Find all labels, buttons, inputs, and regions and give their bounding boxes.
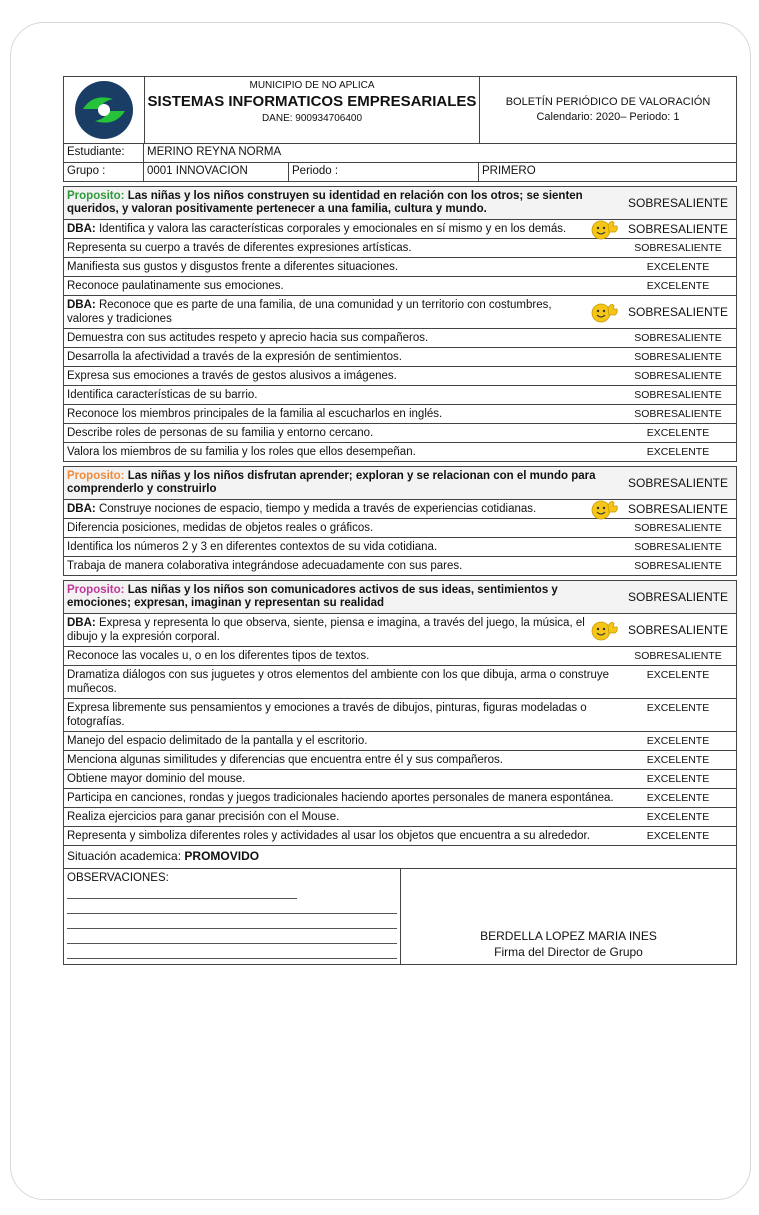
indicator-grade: SOBRESALIENTE: [634, 541, 722, 553]
indicator-grade: SOBRESALIENTE: [634, 351, 722, 363]
dba-text: Expresa y representa lo que observa, siente, piensa e imagina, a través del juego, la música, el dibujo y la expresión corporal.: [67, 617, 585, 643]
observation-line: [67, 914, 397, 929]
indicator-row: [64, 732, 736, 751]
student-row: [63, 144, 737, 163]
student-name: MERINO REYNA NORMA: [147, 146, 282, 158]
indicator-row: [64, 770, 736, 789]
indicator-row: [64, 808, 736, 827]
indicator-row: [64, 367, 736, 386]
indicator-row: [64, 405, 736, 424]
indicator-row: [64, 751, 736, 770]
observation-line: [67, 899, 397, 914]
indicator-grade: EXCELENTE: [646, 830, 710, 842]
indicator-grade: EXCELENTE: [646, 792, 710, 804]
thumbs-up-smiley-icon: [590, 497, 618, 521]
school-logo: [64, 77, 145, 143]
dba-text: Reconoce que es parte de una familia, de una comunidad y un territorio con costumbres, valores y tradiciones: [67, 299, 552, 325]
indicator-grade: SOBRESALIENTE: [634, 560, 722, 572]
purpose-row: [64, 581, 736, 614]
indicator-grade: EXCELENTE: [646, 280, 710, 292]
indicator-text: Reconoce paulatinamente sus emociones.: [67, 280, 284, 292]
indicator-text: Representa y simboliza diferentes roles y actividades al usar los objetos que encuentra a su alrededor.: [67, 830, 590, 842]
indicator-text: Dramatiza diálogos con sus juguetes y otros elementos del ambiente con los que dibuja, arma o construye muñecos.: [67, 669, 610, 695]
observation-line: [67, 944, 397, 959]
thumbs-up-smiley-icon: [590, 217, 618, 241]
indicator-grade: EXCELENTE: [646, 735, 710, 747]
indicator-text: Valora los miembros de su familia y los roles que ellos desempeñan.: [67, 446, 416, 458]
institution-block: [145, 77, 480, 143]
purpose-text: Las niñas y los niños disfrutan aprender; exploran y se relacionan con el mundo para comprenderlo y construirlo: [67, 470, 596, 495]
indicator-row: [64, 789, 736, 808]
indicator-row: [64, 277, 736, 296]
purpose-text-cell: [64, 187, 620, 219]
indicator-row: [64, 519, 736, 538]
indicator-text: Desarrolla la afectividad a través de la expresión de sentimientos.: [67, 351, 402, 363]
dba-text-cell: [64, 614, 620, 646]
institution-name: SISTEMAS INFORMATICOS EMPRESARIALES: [147, 93, 477, 110]
purpose-text: Las niñas y los niños construyen su identidad en relación con los otros; se sienten queridos, y valoran positivamente pertenecer a una familia, cultura y mundo.: [67, 190, 583, 215]
academic-situation: [64, 846, 736, 868]
purpose-row: [64, 187, 736, 220]
situation-wrap: [63, 846, 737, 869]
indicator-row: [64, 647, 736, 666]
indicator-row: [64, 258, 736, 277]
dba-text: Identifica y valora las características corporales y emocionales en sí mismo y en los demás.: [98, 223, 567, 235]
dba-row: [64, 296, 736, 329]
dba-label: DBA:: [67, 223, 96, 235]
dba-row: [64, 500, 736, 519]
observations-label: OBSERVACIONES:: [67, 872, 169, 884]
indicator-text: Identifica características de su barrio.: [67, 389, 258, 401]
observations-box: [64, 869, 401, 964]
indicator-grade: EXCELENTE: [646, 754, 710, 766]
dba-label: DBA:: [67, 503, 96, 515]
indicator-text: Reconoce los miembros principales de la familia al escucharlos en inglés.: [67, 408, 443, 420]
student-label: Estudiante:: [64, 144, 144, 162]
bulletin-title: BOLETÍN PERIÓDICO DE VALORACIÓN: [505, 96, 711, 108]
dba-text-cell: [64, 220, 620, 238]
indicator-row: [64, 443, 736, 461]
indicator-grade: EXCELENTE: [646, 669, 710, 681]
director-name: BERDELLA LOPEZ MARIA INES: [480, 929, 657, 943]
director-role: Firma del Director de Grupo: [494, 945, 643, 959]
indicator-row: [64, 386, 736, 405]
dba-grade: SOBRESALIENTE: [627, 222, 729, 236]
purpose-section: [63, 466, 737, 576]
thumbs-up-smiley-icon: [590, 300, 618, 324]
indicator-text: Trabaja de manera colaborativa integrándose adecuadamente con sus pares.: [67, 560, 463, 572]
footer: [63, 869, 737, 965]
thumbs-up-smiley-icon: [590, 618, 618, 642]
dba-label: DBA:: [67, 299, 96, 311]
group-row: [63, 163, 737, 182]
indicator-text: Diferencia posiciones, medidas de objetos reales o gráficos.: [67, 522, 374, 534]
period-value: PRIMERO: [482, 165, 536, 177]
period-label: Periodo :: [289, 163, 479, 181]
indicator-grade: EXCELENTE: [646, 261, 710, 273]
indicator-text: Obtiene mayor dominio del mouse.: [67, 773, 246, 785]
indicator-text: Demuestra con sus actitudes respeto y aprecio hacia sus compañeros.: [67, 332, 429, 344]
report-card: [63, 76, 737, 965]
indicator-row: [64, 666, 736, 699]
purpose-grade: SOBRESALIENTE: [627, 196, 729, 210]
observation-line: [67, 929, 397, 944]
indicator-text: Representa su cuerpo a través de diferentes expresiones artísticas.: [67, 242, 412, 254]
indicator-grade: SOBRESALIENTE: [634, 332, 722, 344]
purpose-grade: SOBRESALIENTE: [627, 476, 729, 490]
situation-label: Situación academica:: [67, 849, 182, 863]
indicator-grade: SOBRESALIENTE: [634, 242, 722, 254]
indicator-grade: SOBRESALIENTE: [634, 408, 722, 420]
indicator-row: [64, 699, 736, 732]
indicator-row: [64, 329, 736, 348]
purpose-row: [64, 467, 736, 500]
indicator-text: Participa en canciones, rondas y juegos tradicionales haciendo aportes personales de manera espontánea.: [67, 792, 614, 804]
indicator-row: [64, 557, 736, 575]
indicator-row: [64, 239, 736, 258]
dba-grade: SOBRESALIENTE: [627, 305, 729, 319]
indicator-grade: EXCELENTE: [646, 811, 710, 823]
indicator-text: Identifica los números 2 y 3 en diferentes contextos de su vida cotidiana.: [67, 541, 438, 553]
indicator-text: Reconoce las vocales u, o en los diferentes tipos de textos.: [67, 650, 370, 662]
indicator-text: Expresa sus emociones a través de gestos alusivos a imágenes.: [67, 370, 397, 382]
indicator-text: Manifiesta sus gustos y disgustos frente a diferentes situaciones.: [67, 261, 399, 273]
dba-text-cell: [64, 500, 620, 518]
logo-icon: [73, 79, 135, 141]
assessment-sections: [63, 186, 737, 846]
dba-grade: SOBRESALIENTE: [627, 623, 729, 637]
group-value: 0001 INNOVACION: [144, 163, 289, 181]
purpose-grade: SOBRESALIENTE: [627, 590, 729, 604]
dane-code: DANE: 900934706400: [261, 113, 363, 124]
indicator-row: [64, 538, 736, 557]
purpose-label: Proposito:: [67, 584, 125, 596]
indicator-text: Expresa libremente sus pensamientos y emociones a través de dibujos, pinturas, figuras modeladas o fotografías.: [67, 702, 587, 728]
dba-text-cell: [64, 296, 620, 328]
indicator-text: Manejo del espacio delimitado de la pantalla y el escritorio.: [67, 735, 368, 747]
indicator-grade: SOBRESALIENTE: [634, 389, 722, 401]
report-header: [63, 76, 737, 144]
indicator-row: [64, 348, 736, 367]
purpose-text: Las niñas y los niños son comunicadores activos de sus ideas, sentimientos y emociones; expresan, imaginan y representan su realidad: [67, 584, 558, 609]
calendar-period: Calendario: 2020– Periodo: 1: [536, 111, 680, 123]
dba-row: [64, 220, 736, 239]
dba-text: Construye nociones de espacio, tiempo y medida a través de experiencias cotidianas.: [98, 503, 537, 515]
indicator-row: [64, 424, 736, 443]
indicator-grade: SOBRESALIENTE: [634, 650, 722, 662]
indicator-grade: SOBRESALIENTE: [634, 370, 722, 382]
dba-grade: SOBRESALIENTE: [627, 502, 729, 516]
indicator-text: Realiza ejercicios para ganar precisión con el Mouse.: [67, 811, 340, 823]
municipio: MUNICIPIO DE NO APLICA: [249, 80, 375, 91]
dba-row: [64, 614, 736, 647]
group-label: Grupo :: [64, 163, 144, 181]
indicator-row: [64, 827, 736, 845]
situation-value: PROMOVIDO: [184, 849, 260, 863]
purpose-label: Proposito:: [67, 190, 125, 202]
indicator-grade: SOBRESALIENTE: [634, 522, 722, 534]
indicator-text: Menciona algunas similitudes y diferencias que encuentra entre él y sus compañeros.: [67, 754, 503, 766]
observation-line: [67, 884, 297, 899]
purpose-text-cell: [64, 581, 620, 613]
indicator-text: Describe roles de personas de su familia y entorno cercano.: [67, 427, 374, 439]
indicator-grade: EXCELENTE: [646, 773, 710, 785]
bulletin-block: [480, 77, 736, 143]
dba-label: DBA:: [67, 617, 96, 629]
indicator-grade: EXCELENTE: [646, 702, 710, 714]
indicator-grade: EXCELENTE: [646, 427, 710, 439]
purpose-text-cell: [64, 467, 620, 499]
purpose-section: [63, 580, 737, 846]
indicator-grade: EXCELENTE: [646, 446, 710, 458]
purpose-section: [63, 186, 737, 462]
purpose-label: Proposito:: [67, 470, 125, 482]
signature-block: [401, 869, 736, 964]
